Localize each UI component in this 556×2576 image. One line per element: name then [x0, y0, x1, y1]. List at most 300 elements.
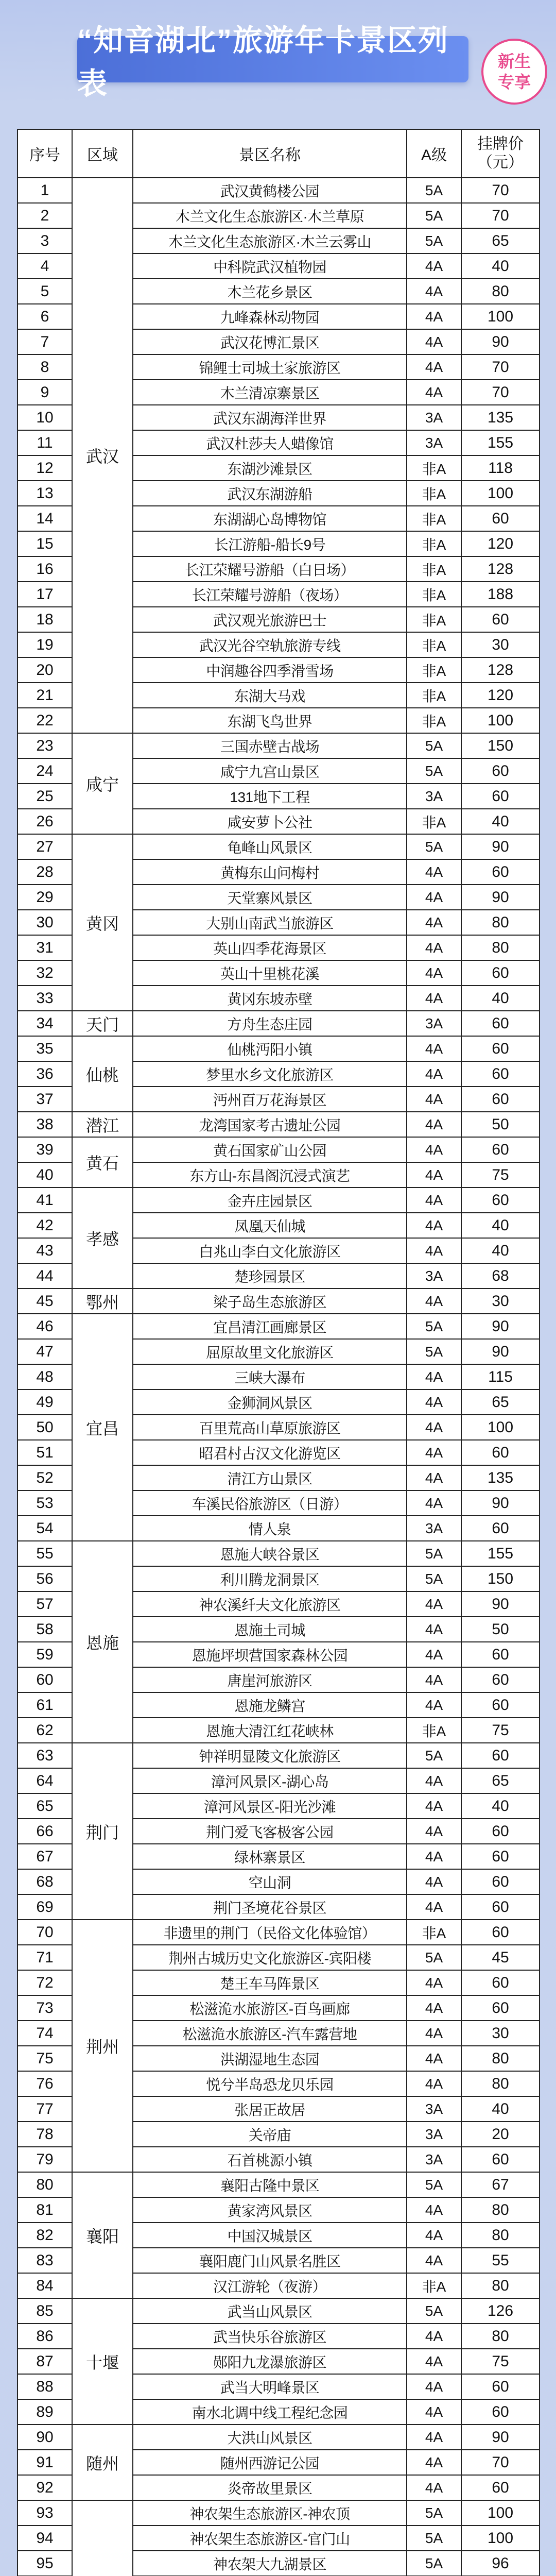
price-cell: 60 [461, 1894, 540, 1920]
row-number: 44 [18, 1263, 72, 1289]
column-header-no: 序号 [18, 129, 72, 178]
price-cell: 118 [461, 455, 540, 481]
scenic-spot-name: 东湖沙滩景区 [133, 455, 407, 481]
row-number: 63 [18, 1743, 72, 1768]
grade-cell: 4A [407, 1793, 461, 1819]
scenic-spot-name: 非遗里的荆门（民俗文化体验馆） [133, 1920, 407, 1945]
area-cell: 恩施 [72, 1541, 133, 1743]
scenic-spot-name: 宜昌清江画廊景区 [133, 1314, 407, 1339]
grade-cell: 4A [407, 1692, 461, 1718]
row-number: 46 [18, 1314, 72, 1339]
table-row [18, 1743, 540, 1768]
row-number: 35 [18, 1036, 72, 1061]
table-row [18, 1541, 540, 1566]
grade-cell: 4A [407, 2324, 461, 2349]
scenic-spot-name: 郧阳九龙瀑旅游区 [133, 2349, 407, 2374]
price-cell: 30 [461, 632, 540, 657]
column-header-price: 挂牌价（元） [461, 129, 540, 178]
scenic-spot-name: 武汉东湖海洋世界 [133, 405, 407, 430]
grade-cell: 4A [407, 1238, 461, 1263]
grade-cell: 非A [407, 683, 461, 708]
price-cell: 100 [461, 481, 540, 506]
price-cell: 80 [461, 935, 540, 960]
row-number: 1 [18, 178, 72, 203]
price-cell: 60 [461, 1087, 540, 1112]
row-number: 13 [18, 481, 72, 506]
row-number: 77 [18, 2096, 72, 2122]
area-cell: 宜昌 [72, 1314, 133, 1541]
scenic-spot-name: 木兰花乡景区 [133, 279, 407, 304]
row-number: 91 [18, 2450, 72, 2475]
scenic-spot-name: 恩施大清江红花峡林 [133, 1718, 407, 1743]
row-number: 70 [18, 1920, 72, 1945]
grade-cell: 4A [407, 986, 461, 1011]
grade-cell: 4A [407, 1364, 461, 1389]
scenic-spot-name: 大别山南武当旅游区 [133, 910, 407, 935]
new-student-badge [481, 39, 547, 105]
scenic-spot-name: 荆门圣境花谷景区 [133, 1894, 407, 1920]
grade-cell: 3A [407, 2122, 461, 2147]
column-header-area: 区域 [72, 129, 133, 178]
scenic-spot-name: 沔州百万花海景区 [133, 1087, 407, 1112]
scenic-spot-name: 武当大明峰景区 [133, 2374, 407, 2399]
grade-cell: 4A [407, 2374, 461, 2399]
scenic-spot-name: 情人泉 [133, 1516, 407, 1541]
price-cell: 60 [461, 1844, 540, 1869]
scenic-spot-name: 咸安萝卜公社 [133, 809, 407, 834]
price-cell: 80 [461, 2046, 540, 2071]
row-number: 42 [18, 1213, 72, 1238]
grade-cell: 4A [407, 1087, 461, 1112]
scenic-spot-name: 木兰清凉寨景区 [133, 380, 407, 405]
grade-cell: 4A [407, 1970, 461, 1995]
price-cell: 100 [461, 708, 540, 733]
scenic-spot-name: 方舟生态庄园 [133, 1011, 407, 1036]
row-number: 83 [18, 2248, 72, 2273]
row-number: 86 [18, 2324, 72, 2349]
price-cell: 60 [461, 1869, 540, 1894]
scenic-spot-name: 漳河风景区-阳光沙滩 [133, 1793, 407, 1819]
scenic-spot-name: 中科院武汉植物园 [133, 253, 407, 279]
scenic-spot-name: 唐崖河旅游区 [133, 1667, 407, 1692]
price-cell: 20 [461, 2122, 540, 2147]
grade-cell: 4A [407, 910, 461, 935]
row-number: 87 [18, 2349, 72, 2374]
scenic-spot-name: 131地下工程 [133, 784, 407, 809]
grade-cell: 5A [407, 178, 461, 203]
grade-cell: 3A [407, 1011, 461, 1036]
price-cell: 40 [461, 1793, 540, 1819]
row-number: 51 [18, 1440, 72, 1465]
scenic-spot-name: 屈原故里文化旅游区 [133, 1339, 407, 1364]
scenic-spot-name: 松滋洈水旅游区-百鸟画廊 [133, 1995, 407, 2021]
table-row [18, 1011, 540, 1036]
grade-cell: 3A [407, 2096, 461, 2122]
table-row [18, 733, 540, 758]
grade-cell: 5A [407, 1945, 461, 1970]
grade-cell: 4A [407, 1617, 461, 1642]
price-cell: 155 [461, 1541, 540, 1566]
scenic-spot-name: 随州西游记公园 [133, 2450, 407, 2475]
scenic-spot-name: 神农架生态旅游区-官门山 [133, 2526, 407, 2551]
area-cell: 襄阳 [72, 2172, 133, 2298]
price-cell: 115 [461, 1364, 540, 1389]
row-number: 78 [18, 2122, 72, 2147]
area-cell: 黄石 [72, 1137, 133, 1188]
row-number: 11 [18, 430, 72, 455]
area-cell: 孝感 [72, 1188, 133, 1289]
grade-cell: 3A [407, 405, 461, 430]
price-cell: 80 [461, 279, 540, 304]
row-number: 23 [18, 733, 72, 758]
grade-cell: 5A [407, 228, 461, 253]
grade-cell: 5A [407, 2551, 461, 2576]
area-cell: 荆州 [72, 1920, 133, 2172]
area-cell: 武汉 [72, 178, 133, 733]
price-cell: 60 [461, 607, 540, 632]
grade-cell: 非A [407, 607, 461, 632]
grade-cell: 4A [407, 885, 461, 910]
price-cell: 60 [461, 859, 540, 885]
grade-cell: 4A [407, 1137, 461, 1162]
scenic-spot-name: 英山十里桃花溪 [133, 960, 407, 986]
price-cell: 60 [461, 960, 540, 986]
price-cell: 70 [461, 203, 540, 228]
grade-cell: 5A [407, 2298, 461, 2324]
grade-cell: 4A [407, 1894, 461, 1920]
scenic-spot-name: 恩施龙鳞宫 [133, 1692, 407, 1718]
row-number: 88 [18, 2374, 72, 2399]
scenic-spot-name: 中国汉城景区 [133, 2223, 407, 2248]
row-number: 66 [18, 1819, 72, 1844]
grade-cell: 4A [407, 354, 461, 380]
area-cell: 潜江 [72, 1112, 133, 1137]
scenic-spot-name: 松滋洈水旅游区-汽车露营地 [133, 2021, 407, 2046]
price-cell: 90 [461, 1339, 540, 1364]
row-number: 55 [18, 1541, 72, 1566]
price-cell: 90 [461, 885, 540, 910]
price-cell: 60 [461, 2147, 540, 2172]
area-cell: 黄冈 [72, 834, 133, 1011]
price-cell: 75 [461, 2349, 540, 2374]
scenic-spot-name: 东湖湖心岛博物馆 [133, 506, 407, 531]
price-cell: 60 [461, 1970, 540, 1995]
price-cell: 60 [461, 2475, 540, 2500]
row-number: 69 [18, 1894, 72, 1920]
scenic-spot-name: 三峡大瀑布 [133, 1364, 407, 1389]
grade-cell: 4A [407, 1289, 461, 1314]
row-number: 26 [18, 809, 72, 834]
row-number: 73 [18, 1995, 72, 2021]
row-number: 20 [18, 657, 72, 683]
grade-cell: 4A [407, 2475, 461, 2500]
row-number: 15 [18, 531, 72, 556]
scenic-spot-name: 武汉观光旅游巴士 [133, 607, 407, 632]
grade-cell: 5A [407, 1566, 461, 1591]
price-cell: 60 [461, 506, 540, 531]
grade-cell: 非A [407, 582, 461, 607]
scenic-spot-name: 空山洞 [133, 1869, 407, 1894]
grade-cell: 3A [407, 1263, 461, 1289]
price-cell: 40 [461, 2096, 540, 2122]
grade-cell: 4A [407, 2450, 461, 2475]
price-cell: 120 [461, 683, 540, 708]
row-number: 18 [18, 607, 72, 632]
row-number: 31 [18, 935, 72, 960]
scenic-spot-name: 炎帝故里景区 [133, 2475, 407, 2500]
scenic-spot-name: 锦鲤士司城土家旅游区 [133, 354, 407, 380]
row-number: 30 [18, 910, 72, 935]
row-number: 10 [18, 405, 72, 430]
scenic-spot-name: 黄石国家矿山公园 [133, 1137, 407, 1162]
price-cell: 40 [461, 253, 540, 279]
page-title-text: “知音湖北”旅游年卡景区列表 [77, 24, 449, 100]
row-number: 24 [18, 758, 72, 784]
scenic-spot-name: 神农溪纤夫文化旅游区 [133, 1591, 407, 1617]
price-cell: 60 [461, 1819, 540, 1844]
row-number: 56 [18, 1566, 72, 1591]
row-number: 75 [18, 2046, 72, 2071]
scenic-spot-name: 黄冈东坡赤壁 [133, 986, 407, 1011]
price-cell: 60 [461, 1011, 540, 1036]
price-cell: 40 [461, 986, 540, 1011]
price-cell: 80 [461, 910, 540, 935]
row-number: 95 [18, 2551, 72, 2576]
row-number: 27 [18, 834, 72, 859]
grade-cell: 4A [407, 1213, 461, 1238]
row-number: 74 [18, 2021, 72, 2046]
table-header-row [18, 129, 540, 178]
row-number: 61 [18, 1692, 72, 1718]
scenic-spot-name: 关帝庙 [133, 2122, 407, 2147]
grade-cell: 5A [407, 733, 461, 758]
price-cell: 60 [461, 1920, 540, 1945]
scenic-spot-name: 英山四季花海景区 [133, 935, 407, 960]
price-cell: 30 [461, 2021, 540, 2046]
row-number: 34 [18, 1011, 72, 1036]
price-cell: 30 [461, 1289, 540, 1314]
scenic-spot-name: 武汉东湖游船 [133, 481, 407, 506]
row-number: 19 [18, 632, 72, 657]
grade-cell: 5A [407, 2500, 461, 2526]
row-number: 52 [18, 1465, 72, 1490]
price-cell: 70 [461, 2450, 540, 2475]
scenic-spot-name: 利川腾龙洞景区 [133, 1566, 407, 1591]
grade-cell: 4A [407, 1869, 461, 1894]
scenic-spot-name: 昭君村古汉文化游览区 [133, 1440, 407, 1465]
scenic-spot-name: 武汉黄鹤楼公园 [133, 178, 407, 203]
price-cell: 100 [461, 2500, 540, 2526]
row-number: 92 [18, 2475, 72, 2500]
grade-cell: 4A [407, 279, 461, 304]
price-cell: 90 [461, 329, 540, 354]
table-row [18, 1112, 540, 1137]
scenic-spot-name: 黄梅东山问梅村 [133, 859, 407, 885]
price-cell: 55 [461, 2248, 540, 2273]
grade-cell: 4A [407, 2071, 461, 2096]
grade-cell: 4A [407, 1440, 461, 1465]
row-number: 82 [18, 2223, 72, 2248]
price-cell: 60 [461, 784, 540, 809]
price-cell: 60 [461, 1440, 540, 1465]
scenic-spot-name: 白兆山李白文化旅游区 [133, 1238, 407, 1263]
row-number: 9 [18, 380, 72, 405]
scenic-spot-name: 洪湖湿地生态园 [133, 2046, 407, 2071]
row-number: 60 [18, 1667, 72, 1692]
grade-cell: 4A [407, 1389, 461, 1415]
row-number: 65 [18, 1793, 72, 1819]
scenic-spot-name: 咸宁九宫山景区 [133, 758, 407, 784]
row-number: 45 [18, 1289, 72, 1314]
grade-cell: 5A [407, 1314, 461, 1339]
price-cell: 45 [461, 1945, 540, 1970]
scenic-spot-name: 恩施土司城 [133, 1617, 407, 1642]
scenic-spot-name: 张居正故居 [133, 2096, 407, 2122]
price-cell: 128 [461, 657, 540, 683]
grade-cell: 4A [407, 1490, 461, 1516]
scenic-spot-name: 龟峰山风景区 [133, 834, 407, 859]
price-cell: 60 [461, 1642, 540, 1667]
price-cell: 65 [461, 1768, 540, 1793]
row-number: 8 [18, 354, 72, 380]
price-cell: 100 [461, 1415, 540, 1440]
area-cell: 鄂州 [72, 1289, 133, 1314]
scenic-spot-name: 黄家湾风景区 [133, 2197, 407, 2223]
area-cell: 随州 [72, 2425, 133, 2500]
grade-cell: 非A [407, 708, 461, 733]
row-number: 67 [18, 1844, 72, 1869]
price-cell: 90 [461, 1591, 540, 1617]
scenic-spot-name: 梦里水乡文化旅游区 [133, 1061, 407, 1087]
row-number: 7 [18, 329, 72, 354]
row-number: 57 [18, 1591, 72, 1617]
scenic-spot-name: 武汉花博汇景区 [133, 329, 407, 354]
row-number: 79 [18, 2147, 72, 2172]
grade-cell: 非A [407, 657, 461, 683]
scenic-spot-name: 恩施坪坝营国家森林公园 [133, 1642, 407, 1667]
price-cell: 128 [461, 556, 540, 582]
row-number: 58 [18, 1617, 72, 1642]
scenic-spot-name: 金卉庄园景区 [133, 1188, 407, 1213]
scenic-spot-name: 襄阳鹿门山风景名胜区 [133, 2248, 407, 2273]
grade-cell: 4A [407, 1162, 461, 1188]
scenic-spot-table-wrapper [17, 129, 539, 2576]
row-number: 81 [18, 2197, 72, 2223]
scenic-spot-name: 汉江游轮（夜游） [133, 2273, 407, 2298]
price-cell: 75 [461, 1718, 540, 1743]
scenic-spot-name: 神农架生态旅游区-神农顶 [133, 2500, 407, 2526]
column-header-name: 景区名称 [133, 129, 407, 178]
area-cell: 十堰 [72, 2298, 133, 2425]
grade-cell: 4A [407, 859, 461, 885]
price-cell: 80 [461, 2273, 540, 2298]
row-number: 4 [18, 253, 72, 279]
grade-cell: 5A [407, 834, 461, 859]
scenic-spot-name: 钟祥明显陵文化旅游区 [133, 1743, 407, 1768]
price-cell: 188 [461, 582, 540, 607]
scenic-spot-name: 金狮洞风景区 [133, 1389, 407, 1415]
grade-cell: 4A [407, 1112, 461, 1137]
scenic-spot-name: 梁子岛生态旅游区 [133, 1289, 407, 1314]
scenic-spot-name: 悦兮半岛恐龙贝乐园 [133, 2071, 407, 2096]
row-number: 37 [18, 1087, 72, 1112]
row-number: 33 [18, 986, 72, 1011]
grade-cell: 5A [407, 2526, 461, 2551]
grade-cell: 4A [407, 304, 461, 329]
scenic-spot-name: 楚珍园景区 [133, 1263, 407, 1289]
price-cell: 96 [461, 2551, 540, 2576]
scenic-spot-name: 清江方山景区 [133, 1465, 407, 1490]
price-cell: 60 [461, 2374, 540, 2399]
grade-cell: 4A [407, 935, 461, 960]
scenic-spot-name: 楚王车马阵景区 [133, 1970, 407, 1995]
price-cell: 80 [461, 2071, 540, 2096]
row-number: 68 [18, 1869, 72, 1894]
scenic-spot-name: 东湖飞鸟世界 [133, 708, 407, 733]
price-cell: 90 [461, 834, 540, 859]
grade-cell: 5A [407, 2172, 461, 2197]
price-cell: 90 [461, 1314, 540, 1339]
scenic-spot-name: 木兰文化生态旅游区·木兰草原 [133, 203, 407, 228]
price-cell: 65 [461, 1389, 540, 1415]
price-cell: 60 [461, 1995, 540, 2021]
row-number: 17 [18, 582, 72, 607]
row-number: 71 [18, 1945, 72, 1970]
price-cell: 135 [461, 1465, 540, 1490]
price-cell: 67 [461, 2172, 540, 2197]
grade-cell: 4A [407, 1995, 461, 2021]
scenic-spot-name: 大洪山风景区 [133, 2425, 407, 2450]
grade-cell: 4A [407, 2046, 461, 2071]
scenic-spot-name: 石首桃源小镇 [133, 2147, 407, 2172]
badge-line1: 新生 [497, 52, 531, 71]
grade-cell: 5A [407, 758, 461, 784]
table-row [18, 1920, 540, 1945]
scenic-spot-name: 东方山-东昌阁沉浸式演艺 [133, 1162, 407, 1188]
grade-cell: 非A [407, 455, 461, 481]
price-cell: 60 [461, 1061, 540, 1087]
price-cell: 70 [461, 380, 540, 405]
scenic-spot-name: 木兰文化生态旅游区·木兰云雾山 [133, 228, 407, 253]
area-cell: 咸宁 [72, 733, 133, 834]
grade-cell: 5A [407, 1541, 461, 1566]
price-cell: 150 [461, 733, 540, 758]
grade-cell: 4A [407, 1188, 461, 1213]
grade-cell: 4A [407, 2399, 461, 2425]
scenic-spot-name: 漳河风景区-湖心岛 [133, 1768, 407, 1793]
grade-cell: 3A [407, 2147, 461, 2172]
row-number: 72 [18, 1970, 72, 1995]
row-number: 40 [18, 1162, 72, 1188]
row-number: 49 [18, 1389, 72, 1415]
row-number: 54 [18, 1516, 72, 1541]
grade-cell: 非A [407, 632, 461, 657]
price-cell: 65 [461, 228, 540, 253]
grade-cell: 非A [407, 1920, 461, 1945]
row-number: 21 [18, 683, 72, 708]
table-row [18, 1188, 540, 1213]
price-cell: 60 [461, 1516, 540, 1541]
price-cell: 60 [461, 1188, 540, 1213]
grade-cell: 4A [407, 1061, 461, 1087]
grade-cell: 4A [407, 329, 461, 354]
scenic-spot-name: 天堂寨风景区 [133, 885, 407, 910]
table-body [18, 178, 540, 2576]
price-cell: 60 [461, 758, 540, 784]
scenic-spot-name: 武当快乐谷旅游区 [133, 2324, 407, 2349]
scenic-spot-name: 神农架大九湖景区 [133, 2551, 407, 2576]
row-number: 39 [18, 1137, 72, 1162]
